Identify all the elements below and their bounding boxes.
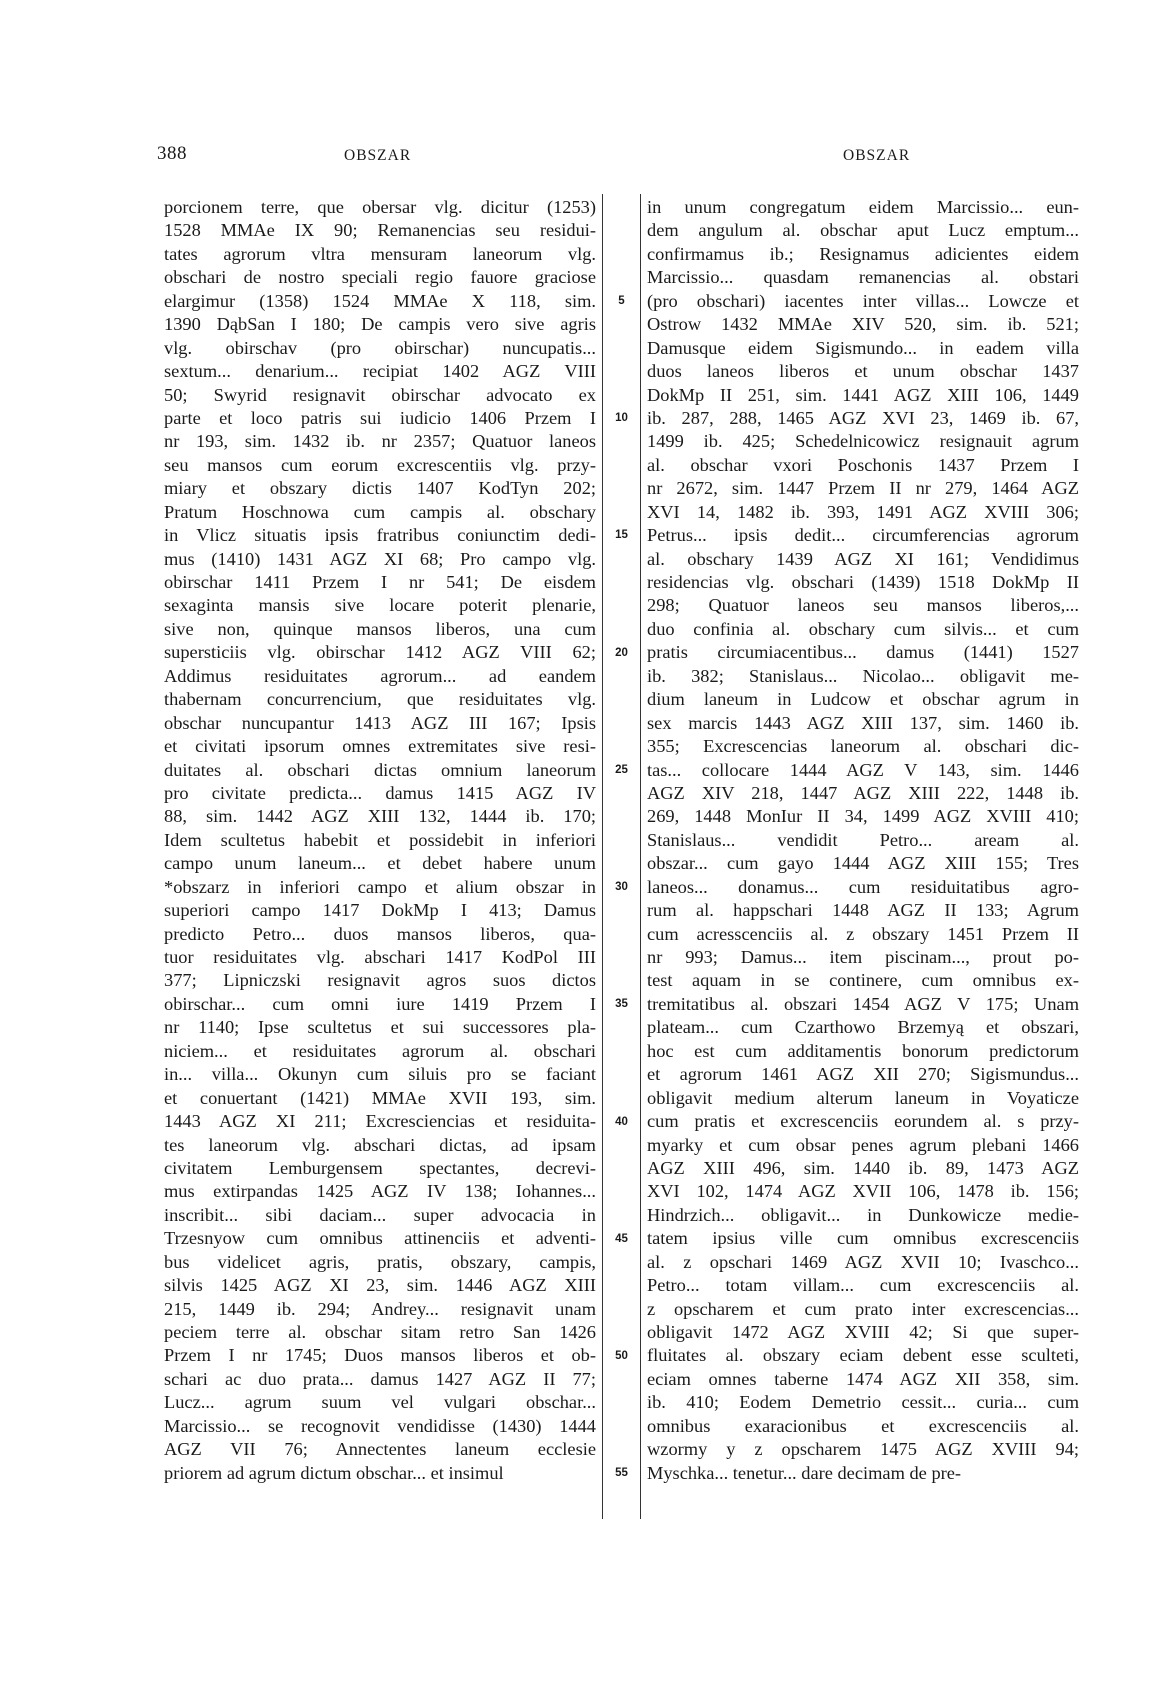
left-column-line: obirschar 1411 Przem I nr 541; De eisdem <box>164 572 596 592</box>
right-column-line: omnibus exaracionibus et excrescenciis al. <box>647 1415 1079 1436</box>
right-column-line: sex marcis 1443 AGZ XIII 137, sim. 1460 ib. <box>647 712 1079 733</box>
right-column-line: laneos... donamus... cum residuitatibus agro- <box>647 876 1079 897</box>
right-column-line: ib. 382; Stanislaus... Nicolao... obligavit me- <box>647 665 1079 686</box>
line-number: 5 <box>618 294 625 307</box>
left-column-line: niciem... et residuitates agrorum al. obschari <box>164 1040 596 1061</box>
left-column <box>164 196 596 1485</box>
right-column-line: Petro... totam villam... cum excrescenciis al. <box>647 1275 1079 1296</box>
right-column-line: (pro obschari) iacentes inter villas... Lowcze et <box>647 290 1079 311</box>
right-column-line: dium laneum in Ludcow et obschar agrum in <box>647 689 1079 710</box>
left-column-line: Addimus residuitates agrorum... ad eandem <box>164 665 596 686</box>
left-column-line: 1443 AGZ XI 211; Excresciencias et residuita- <box>164 1111 596 1132</box>
right-column-line: duo confinia al. obschary cum silvis... et cum <box>647 618 1079 639</box>
line-number: 50 <box>615 1350 628 1363</box>
right-column-line: 269, 1448 MonIur II 34, 1499 AGZ XVIII 410; <box>647 806 1079 827</box>
right-column-line: cum pratis et excrescenciis eorundem al. s przy- <box>647 1111 1079 1132</box>
left-column-line: Trzesnyow cum omnibus attinenciis et adventi- <box>164 1228 596 1249</box>
line-number: 55 <box>615 1467 628 1480</box>
left-column-line: 1390 DąbSan I 180; De campis vero sive agris <box>164 314 596 335</box>
right-column-line: 1499 ib. 425; Schedelnicowicz resignauit agrum <box>647 431 1079 452</box>
right-column-line: ib. 287, 288, 1465 AGZ XVI 23, 1469 ib. 67, <box>647 407 1079 428</box>
left-column-line: et conuertant (1421) MMAe XVII 193, sim. <box>164 1087 596 1108</box>
left-column-line: Lucz... agrum suum vel vulgari obschar... <box>164 1392 596 1413</box>
right-column-line: myarky et cum obsar penes agrum plebani 1466 <box>647 1134 1079 1155</box>
column-rule-right <box>640 194 641 1519</box>
left-column-line: seu mansos cum eorum excrescentiis vlg. przy- <box>164 454 596 475</box>
left-column-line: tuor residuitates vlg. abschari 1417 KodPol III <box>164 947 596 967</box>
right-column-line: Damusque eidem Sigismundo... in eadem villa <box>647 337 1079 358</box>
right-column-line: obszar... cum gayo 1444 AGZ XIII 155; Tres <box>647 853 1079 874</box>
right-column-line: obligavit medium alterum laneum in Voyaticze <box>647 1087 1079 1108</box>
left-column-line: et civitati ipsorum omnes extremitates sive resi- <box>164 736 596 757</box>
left-column-line: porcionem terre, que obersar vlg. dicitur (1253) <box>164 197 596 217</box>
right-column-line: al. obschar vxori Poschonis 1437 Przem I <box>647 454 1079 475</box>
line-number: 30 <box>615 881 628 894</box>
left-column-line: vlg. obirschav (pro obirschar) nuncupatis... <box>164 337 596 358</box>
right-column-line: al. obschary 1439 AGZ XI 161; Vendidimus <box>647 548 1079 569</box>
right-column-line: DokMp II 251, sim. 1441 AGZ XIII 106, 1449 <box>647 384 1079 405</box>
left-column-line: Pratum Hoschnowa cum campis al. obschary <box>164 501 596 522</box>
running-head-right: OBSZAR <box>843 147 911 164</box>
left-column-line: AGZ VII 76; Annectentes laneum ecclesie <box>164 1439 596 1460</box>
left-column-line: bus videlicet agris, pratis, obszary, campis, <box>164 1251 596 1272</box>
right-column-line: dem angulum al. obschar aput Lucz emptum... <box>647 220 1079 241</box>
page-number: 388 <box>157 143 187 164</box>
left-column-line: Idem scultetus habebit et possidebit in inferiori <box>164 829 596 850</box>
line-number: 15 <box>615 529 628 542</box>
right-column-line: tremitatibus al. obszari 1454 AGZ V 175; Unam <box>647 993 1079 1014</box>
right-column-line: tas... collocare 1444 AGZ V 143, sim. 1446 <box>647 759 1079 780</box>
left-column-line: tates agrorum vltra mensuram laneorum vlg. <box>164 243 596 264</box>
right-column-line: Ostrow 1432 MMAe XIV 520, sim. ib. 521; <box>647 314 1079 335</box>
line-number: 35 <box>615 998 628 1011</box>
right-column-line: nr 993; Damus... item piscinam..., prout po- <box>647 947 1079 967</box>
right-column-line: XVI 102, 1474 AGZ XVII 106, 1478 ib. 156; <box>647 1181 1079 1202</box>
right-column-line: Petrus... ipsis dedit... circumferencias agrorum <box>647 525 1079 546</box>
right-column-line: in unum congregatum eidem Marcissio... eun- <box>647 197 1079 217</box>
left-column-line: 215, 1449 ib. 294; Andrey... resignavit unam <box>164 1298 596 1319</box>
right-column-line: AGZ XIV 218, 1447 AGZ XIII 222, 1448 ib. <box>647 782 1079 803</box>
left-column-line: *obszarz in inferiori campo et alium obszar in <box>164 876 596 897</box>
left-column-line: 88, sim. 1442 AGZ XIII 132, 1444 ib. 170; <box>164 806 596 827</box>
right-column-line: Marcissio... quasdam remanencias al. obstari <box>647 267 1079 288</box>
right-column-line: cum acresscenciis al. z obszary 1451 Przem II <box>647 923 1079 944</box>
left-column-line: in Vlicz situatis ipsis fratribus coniunctim dedi- <box>164 525 596 546</box>
left-column-line: thabernam concurrencium, que residuitates vlg. <box>164 689 596 710</box>
left-column-line: peciem terre al. obschar sitam retro San 1426 <box>164 1322 596 1342</box>
line-number: 25 <box>615 763 628 776</box>
line-number: 40 <box>615 1115 628 1128</box>
left-column-line: silvis 1425 AGZ XI 23, sim. 1446 AGZ XIII <box>164 1275 596 1296</box>
left-column-line: supersticiis vlg. obirschar 1412 AGZ VIII 62; <box>164 642 596 663</box>
right-column-line: plateam... cum Czarthowo Brzemyą et obszari, <box>647 1017 1079 1038</box>
right-column-line: z opscharem et cum prato inter excrescencias... <box>647 1298 1079 1319</box>
right-column-line: ib. 410; Eodem Demetrio cessit... curia... cum <box>647 1392 1079 1413</box>
right-column-line: Hindrzich... obligavit... in Dunkowicze medie- <box>647 1204 1079 1225</box>
left-column-line: 1528 MMAe IX 90; Remanencias seu residui- <box>164 220 596 241</box>
right-column-line: duos laneos liberos et unum obschar 1437 <box>647 361 1079 382</box>
line-number: 20 <box>615 646 628 659</box>
left-column-line: duitates al. obschari dictas omnium laneorum <box>164 759 596 780</box>
right-column-line: nr 2672, sim. 1447 Przem II nr 279, 1464 AGZ <box>647 478 1079 499</box>
right-column-line: wzormy y z opscharem 1475 AGZ XVIII 94; <box>647 1439 1079 1460</box>
right-column-line: AGZ XIII 496, sim. 1440 ib. 89, 1473 AGZ <box>647 1157 1079 1178</box>
right-column-line: tatem ipsius ville cum omnibus excrescenciis <box>647 1228 1079 1249</box>
line-number: 45 <box>615 1232 628 1245</box>
left-column-line: Przem I nr 1745; Duos mansos liberos et ob- <box>164 1345 596 1366</box>
left-column-line: obirschar... cum omni iure 1419 Przem I <box>164 993 596 1014</box>
right-column-line: Myschka... tenetur... dare decimam de pre- <box>647 1462 962 1483</box>
right-column-line: eciam omnes taberne 1474 AGZ XII 358, sim. <box>647 1368 1079 1389</box>
left-column-line: inscribit... sibi daciam... super advocacia in <box>164 1204 596 1225</box>
left-column-line: in... villa... Okunyn cum siluis pro se faciant <box>164 1064 596 1085</box>
left-column-line: obschari de nostro speciali regio fauore graciose <box>164 267 596 288</box>
line-number: 10 <box>615 412 628 425</box>
left-column-line: miary et obszary dictis 1407 KodTyn 202; <box>164 478 596 499</box>
left-column-line: priorem ad agrum dictum obschar... et insimul <box>164 1462 504 1483</box>
left-column-line: sexaginta mansis sive locare poterit plenarie, <box>164 595 596 616</box>
left-column-line: predicto Petro... duos mansos liberos, qua- <box>164 923 596 944</box>
left-column-line: parte et loco patris sui iudicio 1406 Przem I <box>164 407 596 428</box>
right-column-line: pratis circumiacentibus... damus (1441) 1527 <box>647 642 1079 663</box>
right-column-line: residencias vlg. obschari (1439) 1518 DokMp II <box>647 572 1079 592</box>
left-column-line: nr 193, sim. 1432 ib. nr 2357; Quatuor laneos <box>164 431 596 452</box>
left-column-line: pro civitate predicta... damus 1415 AGZ IV <box>164 782 596 803</box>
right-column-line: XVI 14, 1482 ib. 393, 1491 AGZ XVIII 306; <box>647 501 1079 522</box>
left-column-line: 50; Swyrid resignavit obirschar advocato ex <box>164 384 596 405</box>
column-rule-left <box>602 194 603 1519</box>
left-column-line: campo unum laneum... et debet habere unum <box>164 853 596 874</box>
right-column-line: hoc est cum additamentis bonorum predictorum <box>647 1040 1079 1061</box>
right-column-line: Stanislaus... vendidit Petro... aream al. <box>647 829 1079 850</box>
right-column-line: confirmamus ib.; Resignamus adicientes eidem <box>647 243 1079 264</box>
left-column-line: civitatem Lemburgensem spectantes, decrevi- <box>164 1157 596 1178</box>
right-column-line: al. z opschari 1469 AGZ XVII 10; Ivaschco... <box>647 1251 1079 1272</box>
left-column-line: Marcissio... se recognovit vendidisse (1430) 1444 <box>164 1415 596 1436</box>
right-column-line: test aquam in se continere, cum omnibus ex- <box>647 970 1079 991</box>
left-column-line: sive non, quinque mansos liberos, una cum <box>164 618 596 639</box>
right-column-line: obligavit 1472 AGZ XVIII 42; Si que super- <box>647 1322 1079 1342</box>
right-column <box>647 196 1079 1485</box>
right-column-line: 355; Excrescencias laneorum al. obschari dic- <box>647 736 1079 757</box>
left-column-line: mus extirpandas 1425 AGZ IV 138; Iohannes... <box>164 1181 596 1202</box>
right-column-line: rum al. happschari 1448 AGZ II 133; Agrum <box>647 900 1079 921</box>
left-column-line: superiori campo 1417 DokMp I 413; Damus <box>164 900 596 921</box>
right-column-line: 298; Quatuor laneos seu mansos liberos,... <box>647 595 1079 616</box>
left-column-line: mus (1410) 1431 AGZ XI 68; Pro campo vlg. <box>164 548 596 569</box>
left-column-line: 377; Lipniczski resignavit agros suos dictos <box>164 970 596 991</box>
left-column-line: elargimur (1358) 1524 MMAe X 118, sim. <box>164 290 596 311</box>
left-column-line: obschar nuncupantur 1413 AGZ III 167; Ipsis <box>164 712 596 733</box>
left-column-line: nr 1140; Ipse scultetus et sui successores pla- <box>164 1017 596 1038</box>
left-column-line: tes laneorum vlg. abschari dictas, ad ipsam <box>164 1134 596 1155</box>
left-column-line: schari ac duo prata... damus 1427 AGZ II 77; <box>164 1368 596 1389</box>
right-column-line: et agrorum 1461 AGZ XII 270; Sigismundus... <box>647 1064 1079 1085</box>
right-column-line: fluitates al. obszary eciam debent esse sculteti, <box>647 1345 1079 1366</box>
running-head-left: OBSZAR <box>344 147 412 164</box>
left-column-line: sextum... denarium... recipiat 1402 AGZ VIII <box>164 361 596 382</box>
